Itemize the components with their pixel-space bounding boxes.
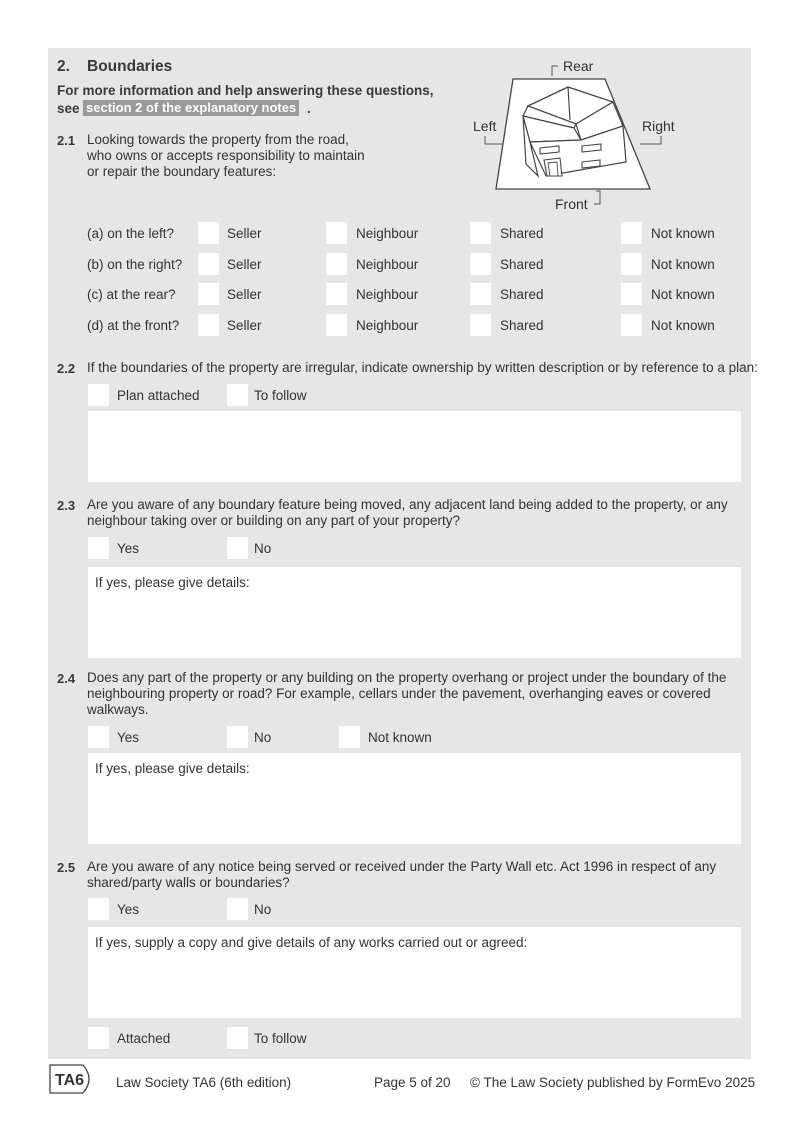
info-see: see (57, 101, 80, 116)
house-boundary-diagram (468, 54, 688, 214)
right-shared-checkbox[interactable] (470, 253, 491, 275)
q2-3-details-field[interactable] (88, 567, 741, 658)
q2-4-details-hint: If yes, please give details: (95, 761, 250, 776)
section-number: 2. (57, 58, 70, 75)
option-not-known: Not known (651, 318, 715, 333)
front-shared-checkbox[interactable] (470, 314, 491, 336)
row-right-label: (b) on the right? (87, 257, 183, 272)
option-neighbour: Neighbour (356, 226, 419, 241)
row-rear-label: (c) at the rear? (87, 287, 176, 302)
row-front-label: (d) at the front? (87, 318, 180, 333)
left-seller-checkbox[interactable] (198, 222, 219, 244)
rear-neighbour-checkbox[interactable] (326, 283, 347, 305)
front-not-known-checkbox[interactable] (621, 314, 642, 336)
q2-4-no-label: No (254, 730, 272, 745)
right-neighbour-checkbox[interactable] (326, 253, 347, 275)
left-neighbour-checkbox[interactable] (326, 222, 347, 244)
q2-1-number: 2.1 (57, 133, 76, 148)
option-shared: Shared (500, 257, 544, 272)
ta6-logo-text: TA6 (55, 1072, 85, 1089)
option-not-known: Not known (651, 226, 715, 241)
option-shared: Shared (500, 226, 544, 241)
right-seller-checkbox[interactable] (198, 253, 219, 275)
left-shared-checkbox[interactable] (470, 222, 491, 244)
option-not-known: Not known (651, 257, 715, 272)
q2-2-description-field[interactable] (88, 411, 741, 482)
diagram-left-label: Left (473, 118, 497, 134)
option-neighbour: Neighbour (356, 287, 419, 302)
q2-4-not-known-label: Not known (368, 730, 432, 745)
right-not-known-checkbox[interactable] (621, 253, 642, 275)
option-seller: Seller (227, 257, 262, 272)
section-title: Boundaries (87, 58, 173, 75)
info-line: For more information and help answering these questions, (57, 83, 434, 98)
q2-3-yes-label: Yes (117, 541, 140, 556)
q2-3-no-checkbox[interactable] (227, 537, 248, 559)
q2-1-text: Looking towards the property from the road, who owns or accepts responsibility to maintain or repair the boundary features: (87, 132, 365, 179)
q2-5-details-hint: If yes, supply a copy and give details of any works carried out or agreed: (95, 935, 528, 950)
q2-5-attached-checkbox[interactable] (88, 1027, 109, 1049)
info-period: . (307, 101, 311, 116)
option-neighbour: Neighbour (356, 257, 419, 272)
rear-not-known-checkbox[interactable] (621, 283, 642, 305)
footer-page-number: Page 5 of 20 (374, 1075, 451, 1090)
ta6-logo (49, 1064, 97, 1094)
rear-seller-checkbox[interactable] (198, 283, 219, 305)
q2-5-to-follow-checkbox[interactable] (227, 1027, 248, 1049)
option-shared: Shared (500, 287, 544, 302)
left-not-known-checkbox[interactable] (621, 222, 642, 244)
q2-5-number: 2.5 (57, 860, 76, 875)
q2-3-yes-checkbox[interactable] (88, 537, 109, 559)
option-seller: Seller (227, 318, 262, 333)
q2-3-number: 2.3 (57, 498, 76, 513)
front-seller-checkbox[interactable] (198, 314, 219, 336)
q2-3-no-label: No (254, 541, 272, 556)
q2-5-to-follow-label: To follow (254, 1031, 307, 1046)
q2-5-no-checkbox[interactable] (227, 898, 248, 920)
footer-copyright: © The Law Society published by FormEvo 2025 (470, 1075, 756, 1090)
footer-form-name: Law Society TA6 (6th edition) (116, 1075, 292, 1090)
rear-shared-checkbox[interactable] (470, 283, 491, 305)
to-follow-checkbox[interactable] (227, 384, 248, 406)
q2-2-number: 2.2 (57, 361, 76, 376)
front-neighbour-checkbox[interactable] (326, 314, 347, 336)
q2-5-text: Are you aware of any notice being served or received under the Party Wall etc. Act 1996 in respect of any shared/party walls or boundaries? (87, 859, 717, 890)
q2-3-text: Are you aware of any boundary feature being moved, any adjacent land being added to the property, or any neighbour taking over or building on any part of your property? (87, 497, 728, 528)
option-not-known: Not known (651, 287, 715, 302)
option-shared: Shared (500, 318, 544, 333)
option-seller: Seller (227, 226, 262, 241)
diagram-right-label: Right (642, 118, 675, 134)
q2-4-not-known-checkbox[interactable] (339, 726, 360, 748)
q2-4-details-field[interactable] (88, 753, 741, 844)
diagram-front-label: Front (555, 196, 588, 212)
plan-attached-checkbox[interactable] (88, 384, 109, 406)
explanatory-notes-link[interactable]: section 2 of the explanatory notes (83, 100, 299, 116)
option-seller: Seller (227, 287, 262, 302)
q2-5-attached-label: Attached (117, 1031, 171, 1046)
option-neighbour: Neighbour (356, 318, 419, 333)
q2-5-details-field[interactable] (88, 927, 741, 1018)
diagram-rear-label: Rear (563, 58, 594, 74)
row-left-label: (a) on the left? (87, 226, 175, 241)
to-follow-label: To follow (254, 388, 307, 403)
q2-5-no-label: No (254, 902, 272, 917)
plan-attached-label: Plan attached (117, 388, 200, 403)
q2-3-details-hint: If yes, please give details: (95, 575, 250, 590)
q2-4-yes-checkbox[interactable] (88, 726, 109, 748)
q2-4-yes-label: Yes (117, 730, 140, 745)
q2-4-number: 2.4 (57, 671, 76, 686)
q2-5-yes-label: Yes (117, 902, 140, 917)
q2-4-no-checkbox[interactable] (227, 726, 248, 748)
q2-2-text: If the boundaries of the property are irregular, indicate ownership by written description or by reference to a plan: (87, 360, 758, 375)
q2-5-yes-checkbox[interactable] (88, 898, 109, 920)
q2-4-text: Does any part of the property or any building on the property overhang or project under the boundary of the neighbouring property or road? For example, cellars under the pavement, overhanging eaves or covered walkways. (87, 670, 727, 717)
